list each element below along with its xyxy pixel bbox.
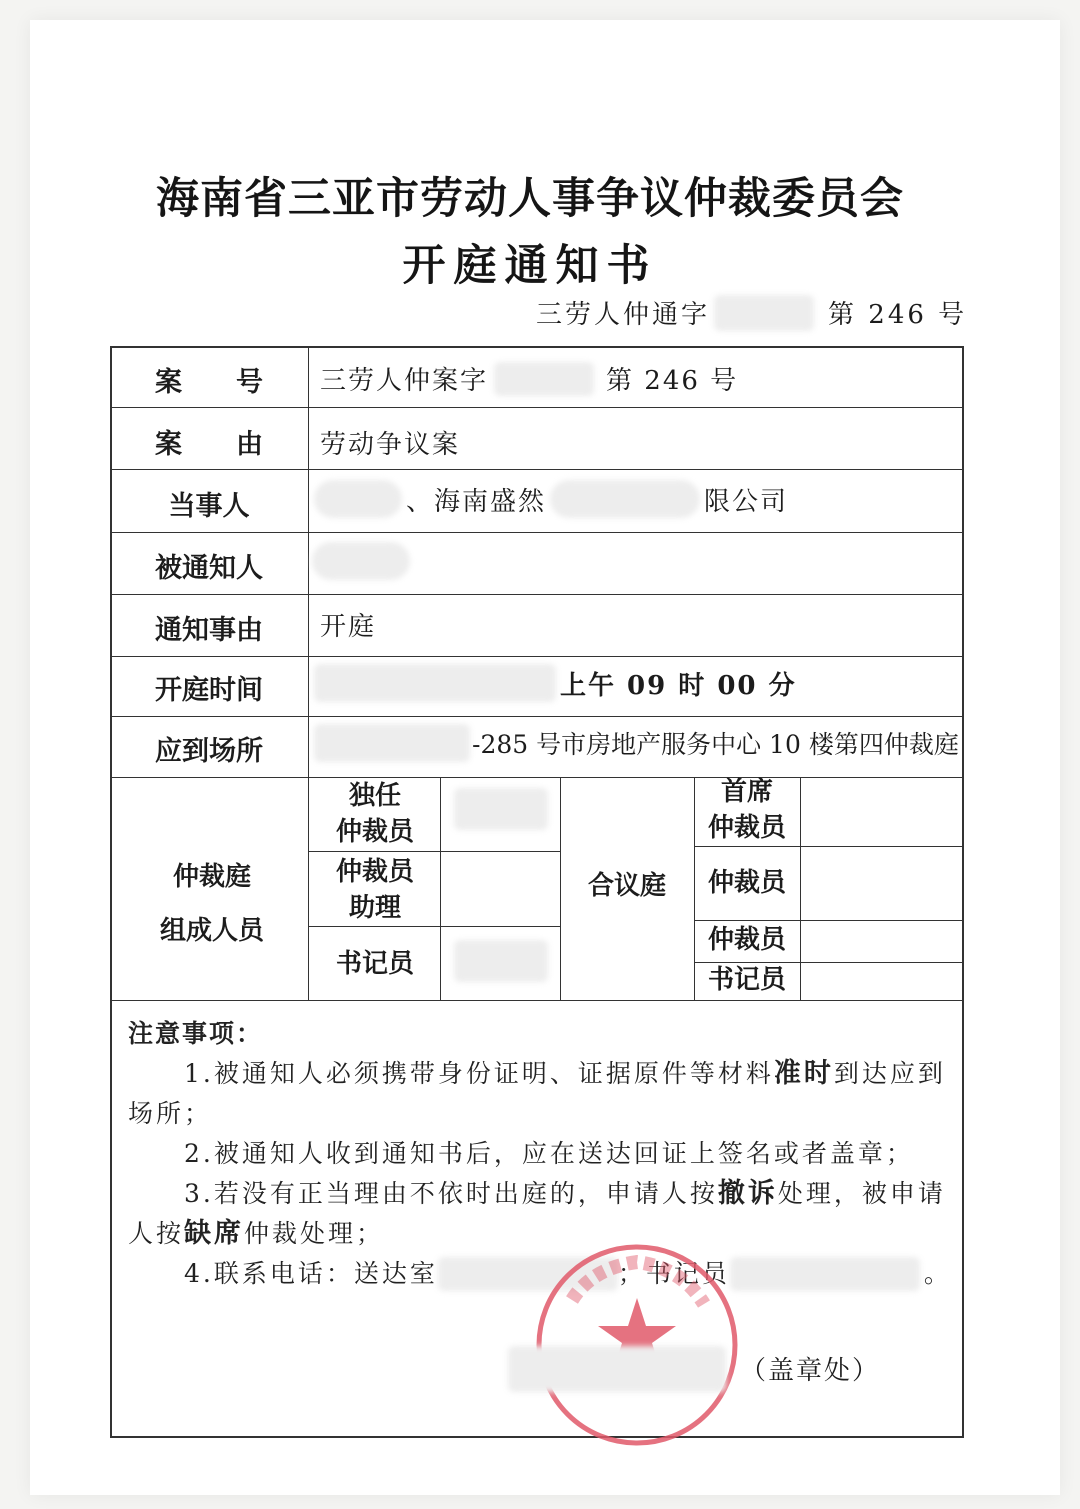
redacted-name	[314, 480, 402, 518]
row-divider	[110, 469, 962, 470]
note-item-1-cont: 场所；	[128, 1099, 213, 1128]
tribunal-label-line2: 组成人员	[159, 916, 264, 946]
case-number-suffix: 第 246 号	[606, 366, 739, 396]
sole-arbitrator-line2: 仲裁员	[335, 817, 414, 847]
redacted-company-name	[550, 480, 700, 518]
note-item-2: 2.被通知人收到通知书后，应在送达回证上签名或者盖章；	[184, 1139, 914, 1168]
parties-label: 当事人	[168, 491, 250, 522]
notice-reason-value: 开庭	[320, 612, 377, 642]
seal-arc-text	[572, 1262, 704, 1304]
doc-number-prefix: 三劳人仲通字	[536, 300, 711, 330]
document-subtitle: 开庭通知书	[402, 241, 658, 291]
arbitrator-label: 仲裁员	[707, 925, 786, 955]
row-divider	[308, 851, 560, 852]
row-divider	[694, 846, 962, 847]
column-divider	[800, 777, 801, 1000]
sole-arbitrator-line1: 独任	[348, 781, 401, 811]
hearing-time-value	[314, 664, 797, 702]
tribunal-label-line1: 仲裁庭	[172, 862, 251, 892]
case-number-label: 案 号	[155, 367, 263, 398]
row-divider	[110, 532, 962, 533]
redacted-year	[714, 295, 814, 331]
assistant-label	[310, 854, 440, 926]
redacted-year	[494, 362, 594, 396]
row-divider	[110, 656, 962, 657]
parties-value	[314, 480, 788, 518]
document-number	[536, 294, 967, 331]
sole-arbitrator-label	[310, 778, 440, 850]
parties-text-tail: 限公司	[704, 486, 789, 517]
row-divider	[110, 407, 962, 408]
row-divider	[110, 1000, 962, 1001]
note-item-3: 3.若没有正当理由不依时出庭的，申请人按撤诉处理，被申请	[184, 1178, 946, 1209]
note-item-4: 4.联系电话：送达室 ；书记员 。	[128, 1254, 958, 1294]
redacted-clerk	[454, 940, 548, 982]
venue-label: 应到场所	[155, 736, 263, 767]
case-number-value	[320, 360, 738, 397]
redacted-notified-person	[312, 542, 410, 580]
official-seal	[532, 1240, 742, 1450]
stamp-label: （盖章处）	[740, 1356, 881, 1386]
note-item-3-cont: 人按缺席仲裁处理；	[128, 1218, 385, 1249]
redacted-sole-arbitrator	[454, 788, 548, 830]
redacted-address	[314, 724, 470, 762]
case-cause-label: 案 由	[155, 429, 263, 460]
row-divider	[110, 716, 962, 717]
row-divider	[110, 594, 962, 595]
notice-reason-label: 通知事由	[155, 615, 263, 646]
hearing-time-text: 上午 09 时 00 分	[560, 670, 797, 701]
column-divider	[440, 777, 441, 1000]
assistant-line1: 仲裁员	[335, 857, 414, 887]
tribunal-label	[112, 850, 312, 958]
note-item-1: 1.被通知人必须携带身份证明、证据原件等材料准时到达应到	[184, 1058, 946, 1089]
hearing-time-label: 开庭时间	[155, 675, 263, 706]
doc-number-suffix: 第 246 号	[828, 300, 968, 330]
notes-heading: 注意事项：	[128, 1019, 264, 1048]
redacted-phone	[730, 1257, 920, 1291]
row-divider	[694, 920, 962, 921]
venue-value	[314, 724, 959, 762]
chief-arbitrator-line1: 首席	[720, 777, 773, 807]
panel-label: 合议庭	[587, 871, 666, 901]
row-divider	[110, 777, 962, 778]
case-cause-value: 劳动争议案	[320, 430, 461, 460]
case-number-prefix: 三劳人仲案字	[320, 366, 489, 396]
chief-arbitrator-label	[694, 774, 800, 846]
notified-person-label: 被通知人	[155, 553, 263, 584]
chief-arbitrator-line2: 仲裁员	[707, 813, 786, 843]
redacted-date	[314, 664, 556, 702]
row-divider	[308, 926, 560, 927]
arbitrator-label: 仲裁员	[707, 868, 786, 898]
clerk-label: 书记员	[335, 949, 414, 979]
document-title: 海南省三亚市劳动人事争议仲裁委员会	[156, 174, 904, 224]
venue-text: -285 号市房地产服务中心 10 楼第四仲裁庭	[472, 730, 959, 759]
assistant-line2: 助理	[348, 893, 401, 923]
redacted-org-name	[508, 1346, 726, 1392]
panel-clerk-label: 书记员	[707, 965, 786, 995]
parties-text: 、海南盛然	[406, 486, 547, 517]
